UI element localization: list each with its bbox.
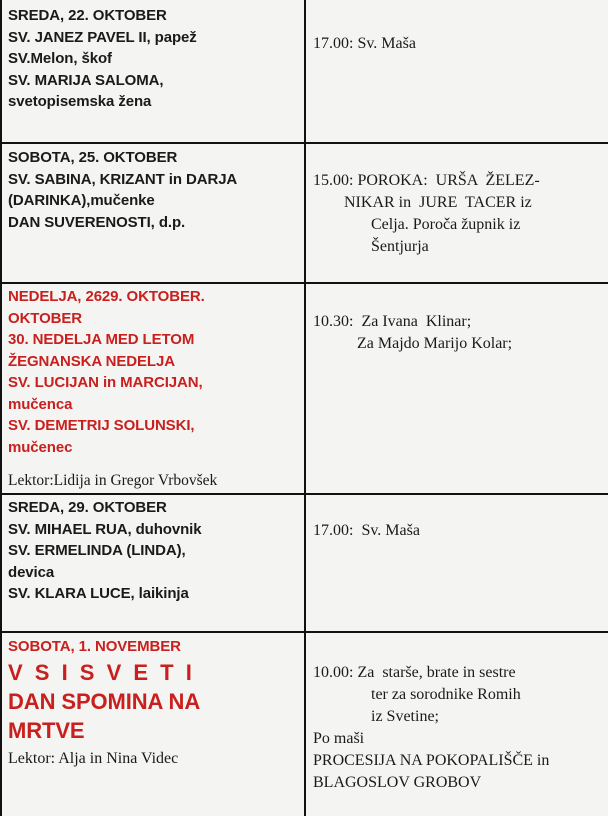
- day-cell: [8, 286, 300, 458]
- feast-title: DAN SPOMINA NA: [8, 688, 201, 714]
- saint-line: SV. ERMELINDA (LINDA),: [8, 542, 186, 559]
- saint-line: devica: [8, 563, 55, 581]
- saint-line: SV.Melon, škof: [8, 50, 112, 67]
- day-cell: [8, 147, 300, 233]
- saint-line: mučenec: [8, 438, 73, 456]
- row-divider: [0, 142, 608, 144]
- saint-line: SV. MARIJA SALOMA,: [8, 71, 164, 89]
- mass-cell: [313, 662, 603, 794]
- day-cell: [8, 5, 300, 113]
- sunday-title: 30. NEDELJA MED LETOM: [8, 331, 195, 348]
- mass-cell: [313, 170, 603, 258]
- row-divider: [0, 493, 608, 495]
- mass-line: 17.00: Sv. Maša: [313, 522, 420, 539]
- mass-line: ter za sorodnike Romih: [371, 686, 521, 703]
- saint-line: SV. JANEZ PAVEL II, papež: [8, 28, 197, 46]
- lector-line: Lektor: Alja in Nina Videc: [8, 749, 179, 767]
- row-divider: [0, 631, 608, 633]
- day-date-cont: OKTOBER: [8, 309, 83, 327]
- feast-title: MRTVE: [8, 717, 85, 743]
- lector-line: Lektor:Lidija in Gregor Vrbovšek: [8, 472, 218, 489]
- saint-line: SV. MIHAEL RUA, duhovnik: [8, 520, 202, 538]
- saint-line: DAN SUVERENOSTI, d.p.: [8, 213, 186, 231]
- day-cell: [8, 636, 300, 770]
- feast-title: V S I S V E T I: [8, 659, 195, 685]
- mass-line: Celja. Poroča župnik iz: [371, 216, 521, 233]
- mass-line: Po maši: [313, 730, 365, 747]
- mass-line: iz Svetine;: [371, 708, 439, 725]
- mass-line: 15.00: POROKA: URŠA ŽELEZ-: [313, 172, 540, 189]
- mass-line: PROCESIJA NA POKOPALIŠČE in: [313, 752, 550, 769]
- day-cell: [8, 497, 300, 605]
- mass-line: NIKAR in JURE TACER iz: [344, 194, 532, 211]
- mass-cell: [313, 311, 603, 355]
- column-divider: [304, 0, 306, 816]
- mass-cell: [313, 33, 603, 55]
- mass-line: Šentjurja: [371, 238, 429, 255]
- saint-line: SV. KLARA LUCE, laikinja: [8, 585, 189, 602]
- saint-line: svetopisemska žena: [8, 93, 152, 110]
- saint-line: SV. LUCIJAN in MARCIJAN,: [8, 374, 203, 391]
- day-date: SREDA, 29. OKTOBER: [8, 499, 167, 516]
- table-left-border: [0, 0, 2, 816]
- saint-line: mučenca: [8, 395, 73, 413]
- saint-line: SV. DEMETRIJ SOLUNSKI,: [8, 417, 195, 434]
- row-divider: [0, 282, 608, 284]
- day-date: SREDA, 22. OKTOBER: [8, 7, 167, 24]
- mass-cell: [313, 520, 603, 542]
- mass-line: 17.00: Sv. Maša: [313, 35, 416, 52]
- feast-title: ŽEGNANSKA NEDELJA: [8, 352, 175, 370]
- day-date: SOBOTA, 25. OKTOBER: [8, 149, 178, 166]
- mass-line: 10.00: Za starše, brate in sestre: [313, 664, 516, 681]
- day-date: SOBOTA, 1. NOVEMBER: [8, 638, 181, 655]
- mass-line: BLAGOSLOV GROBOV: [313, 774, 482, 791]
- mass-line: Za Majdo Marijo Kolar;: [357, 335, 513, 352]
- saint-line: SV. SABINA, KRIZANT in DARJA: [8, 170, 238, 188]
- saint-line: (DARINKA),mučenke: [8, 192, 155, 209]
- day-date: NEDELJA, 2629. OKTOBER.: [8, 288, 205, 305]
- mass-line: 10.30: Za Ivana Klinar;: [313, 313, 472, 330]
